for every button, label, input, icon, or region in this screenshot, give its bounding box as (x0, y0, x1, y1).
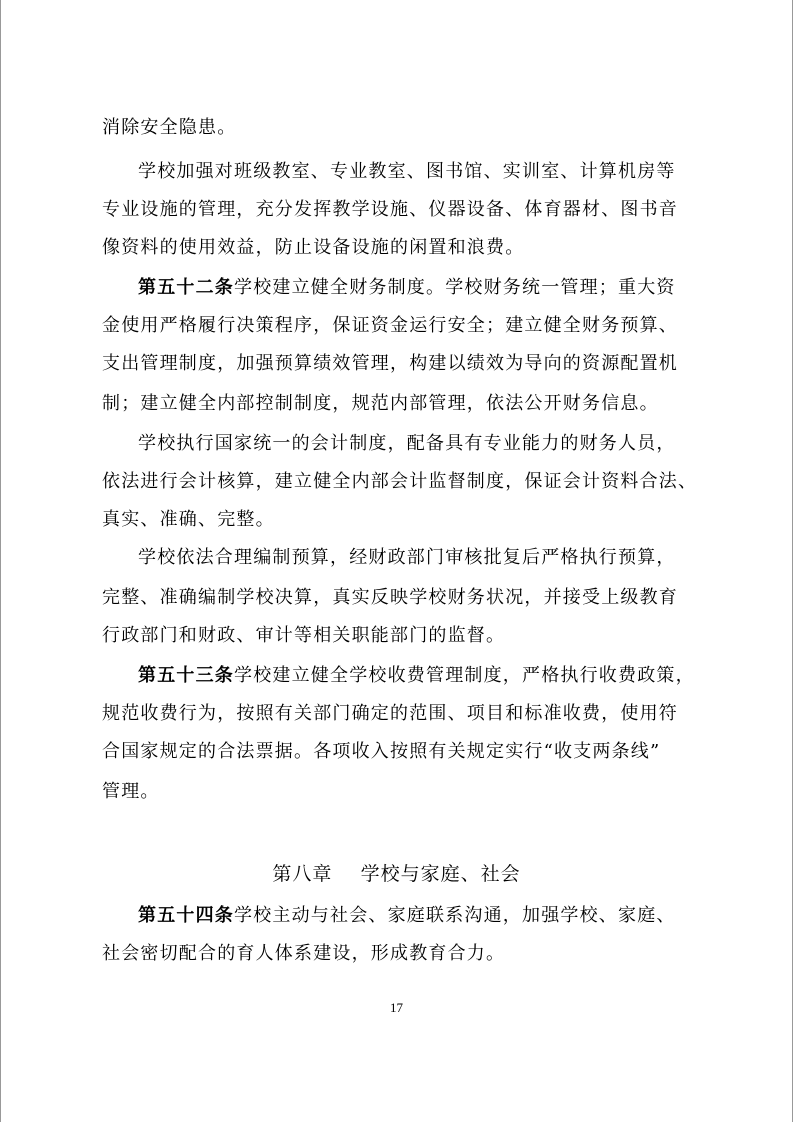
article-heading: 第五十二条 (138, 277, 234, 298)
text-line: 学校加强对班级教室、专业教室、图书馆、实训室、计算机房等 (138, 161, 676, 182)
text-line: 像资料的使用效益，防止设备设施的闲置和浪费。 (102, 237, 525, 258)
chapter-title: 学校与家庭、社会 (360, 863, 521, 885)
article-52-first-line (138, 276, 690, 300)
text-line: 金使用严格履行决策程序，保证资金运行安全；建立健全财务预算、 (102, 315, 678, 336)
text-line: 管理。 (102, 781, 160, 802)
article-text: 学校建立健全财务制度。学校财务统一管理；重大资 (234, 277, 676, 298)
text-line: 专业设施的管理，充分发挥教学设施、仪器设备、体育器材、图书音 (102, 199, 678, 220)
text-line: 合国家规定的合法票据。各项收入按照有关规定实行“收支两条线” (102, 741, 661, 762)
text-line: 行政部门和财政、审计等相关职能部门的监督。 (102, 625, 506, 646)
chapter-number: 第八章 (272, 863, 333, 885)
text-line: 学校依法合理编制预算，经财政部门审核批复后严格执行预算， (138, 547, 676, 568)
article-53-first-line (138, 664, 695, 688)
page-left-edge (0, 0, 1, 1122)
text-line: 依法进行会计核算，建立健全内部会计监督制度，保证会计资料合法、 (102, 471, 698, 492)
text-line: 学校执行国家统一的会计制度，配备具有专业能力的财务人员， (138, 433, 676, 454)
text-line: 社会密切配合的育人体系建设，形成教育合力。 (102, 943, 506, 964)
article-heading: 第五十三条 (138, 665, 234, 686)
article-text: 学校主动与社会、家庭联系沟通，加强学校、家庭、 (234, 905, 676, 926)
text-line: 规范收费行为，按照有关部门确定的范围、项目和标准收费，使用符 (102, 703, 678, 724)
text-line: 制；建立健全内部控制制度，规范内部管理，依法公开财务信息。 (102, 393, 659, 414)
text-line: 完整、准确编制学校决算，真实反映学校财务状况，并接受上级教育 (102, 587, 678, 608)
text-line: 消除安全隐患。 (102, 117, 237, 138)
chapter-heading (0, 862, 793, 886)
page-number: 17 (390, 1000, 403, 1015)
text-line: 支出管理制度，加强预算绩效管理，构建以绩效为导向的资源配置机 (102, 353, 678, 374)
text-line: 真实、准确、完整。 (102, 509, 275, 530)
article-54-first-line (138, 904, 690, 928)
article-text: 学校建立健全学校收费管理制度，严格执行收费政策， (234, 665, 695, 686)
article-heading: 第五十四条 (138, 905, 234, 926)
